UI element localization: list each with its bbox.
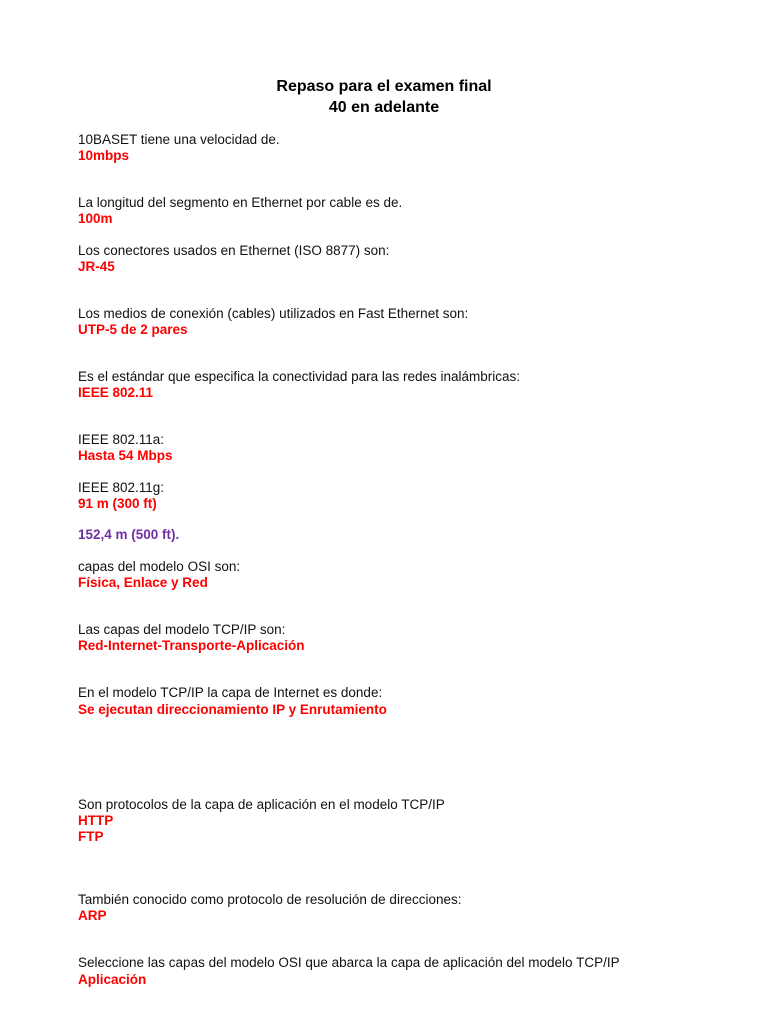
- question-5: Es el estándar que especifica la conectividad para las redes inalámbricas:: [78, 369, 520, 384]
- answer-9: Física, Enlace y Red: [78, 575, 208, 590]
- question-4: Los medios de conexión (cables) utilizados en Fast Ethernet son:: [78, 306, 469, 321]
- answer-2: 100m: [78, 211, 113, 226]
- question-10: Las capas del modelo TCP/IP son:: [78, 622, 286, 637]
- answer-12a: HTTP: [78, 813, 114, 828]
- answer-6: Hasta 54 Mbps: [78, 448, 173, 463]
- answer-3: JR-45: [78, 259, 115, 274]
- question-13: También conocido como protocolo de resolución de direcciones:: [78, 892, 462, 907]
- question-2: La longitud del segmento en Ethernet por cable es de.: [78, 195, 403, 210]
- question-1: 10BASET tiene una velocidad de.: [78, 132, 280, 147]
- answer-1: 10mbps: [78, 148, 130, 163]
- document-title: Repaso para el examen final: [276, 78, 492, 95]
- answer-11: Se ejecutan direccionamiento IP y Enrutamiento: [78, 702, 387, 717]
- answer-12b: FTP: [78, 829, 104, 844]
- document-subtitle: 40 en adelante: [328, 99, 440, 116]
- question-14: Seleccione las capas del modelo OSI que abarca la capa de aplicación del modelo TCP/IP: [78, 955, 620, 970]
- question-7: IEEE 802.11g:: [78, 480, 165, 495]
- question-11: En el modelo TCP/IP la capa de Internet es donde:: [78, 685, 383, 700]
- answer-13: ARP: [78, 908, 107, 923]
- answer-4: UTP-5 de 2 pares: [78, 322, 188, 337]
- answer-5: IEEE 802.11: [78, 385, 154, 400]
- question-3: Los conectores usados en Ethernet (ISO 8877) son:: [78, 243, 390, 258]
- answer-10: Red-Internet-Transporte-Aplicación: [78, 638, 305, 653]
- answer-14: Aplicación: [78, 972, 147, 987]
- question-9: capas del modelo OSI son:: [78, 559, 241, 574]
- answer-7: 91 m (300 ft): [78, 496, 157, 511]
- question-12: Son protocolos de la capa de aplicación en el modelo TCP/IP: [78, 797, 445, 812]
- question-6: IEEE 802.11a:: [78, 432, 165, 447]
- answer-8-alt: 152,4 m (500 ft).: [78, 527, 180, 542]
